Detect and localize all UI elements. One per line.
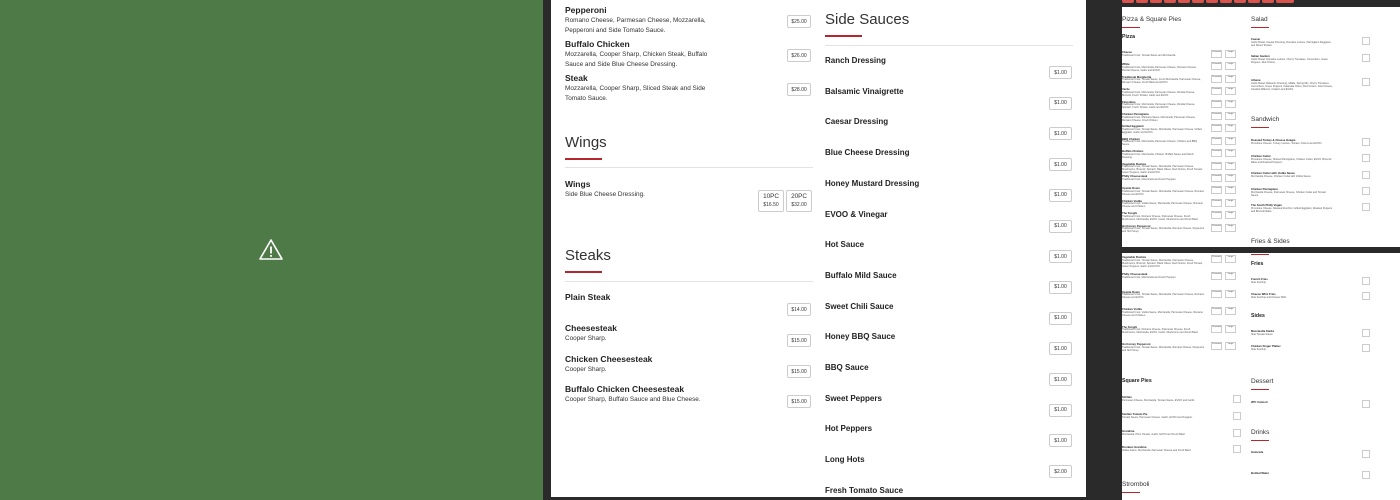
thumb-personal-button[interactable]: Personal xyxy=(1211,137,1222,145)
section-underline xyxy=(565,158,602,160)
thumb-item-name: BBQ Chicken xyxy=(1122,136,1140,141)
thumb-item-name: Chicken Cutlet xyxy=(1251,154,1271,158)
price-button[interactable]: $1.00 xyxy=(1049,250,1072,263)
thumb-item-name: Vegetable Rustica xyxy=(1122,255,1146,259)
thumb-item-desc: Traditional Crust, Romano Cheese, Parmesan Cheese, Fresh Mushrooms, Mozzarella, EVOO, Garlic, Mushrooms and Fresh Basil. xyxy=(1122,214,1199,221)
thumb-large-button[interactable]: Large xyxy=(1225,174,1236,182)
thumb-price-button[interactable] xyxy=(1362,400,1370,408)
thumb-item-name: Grilled Eggplant xyxy=(1122,124,1144,129)
price-button[interactable]: $15.00 xyxy=(787,365,811,378)
divider xyxy=(1086,0,1093,500)
sauce-name: Ranch Dressing xyxy=(825,56,886,65)
thumb-item-name: Chicken Parmigiana xyxy=(1122,112,1149,116)
thumb-item-desc: Traditional Crust, Marinara Sauce, Mozzarella, Parmesan Cheese, Romano Cheese, Fried Chicken. xyxy=(1122,115,1196,122)
category-tab[interactable] xyxy=(1234,0,1246,3)
thumb-item-name: Sicilian Tomato Pie xyxy=(1122,412,1148,416)
sauce-name: BBQ Sauce xyxy=(825,363,869,372)
category-tab[interactable] xyxy=(1262,0,1274,3)
thumb-personal-button[interactable]: Personal xyxy=(1211,199,1222,207)
price-button[interactable]: $1.00 xyxy=(1049,66,1072,79)
thumb-personal-button[interactable]: Personal xyxy=(1211,224,1222,232)
price-button[interactable]: $1.00 xyxy=(1049,373,1072,386)
thumb-item-name: Vegetable Rustica xyxy=(1122,161,1146,166)
thumb-price-button[interactable] xyxy=(1233,429,1241,437)
thumb-heading-underline xyxy=(1122,492,1140,493)
thumb-price-button[interactable] xyxy=(1362,450,1370,458)
warning-icon xyxy=(259,238,283,262)
price-button[interactable]: $1.00 xyxy=(1049,127,1072,140)
section-title: Side Sauces xyxy=(825,11,910,28)
thumb-item-desc: Provolone Cheese, Turkey, Lettuce, Tomato, Onions and EVOO. xyxy=(1251,141,1323,145)
thumb-item-name: Chicken Finger Platter xyxy=(1251,344,1281,348)
thumb-price-button[interactable] xyxy=(1362,203,1370,211)
thumb-large-button[interactable]: Large xyxy=(1225,342,1236,350)
price-button[interactable]: $28.00 xyxy=(787,83,811,96)
thumb-subheading: Pizza xyxy=(1122,34,1135,40)
thumb-large-button[interactable]: Large xyxy=(1225,149,1236,157)
thumb-item-desc: Traditional Crust, Tomato Sauce, Mozzarella, Parmesan Cheese, Grilled Eggplant, Garlic and EVOO. xyxy=(1122,127,1202,134)
thumb-section-heading: Drinks xyxy=(1251,429,1270,436)
thumb-section-heading: Sandwich xyxy=(1251,116,1280,123)
thumb-item-desc: Traditional Crust, Tomato Sauce, Fresh Mozzarella, Parmesan Cheese, Romano Cheese, Fresh Basil and EVOO. xyxy=(1122,78,1201,85)
thumb-heading-underline xyxy=(1251,440,1269,441)
thumb-item-desc: Garlic Bread, Caesar Dressing, Romaine Lettuce, Parmigiano Reggiano and Sliced Tomato. xyxy=(1251,40,1331,47)
section-title: Steaks xyxy=(565,247,611,264)
thumb-item-desc: Garlic Bread, Romaine Lettuce, Cherry Tomatoes, Cucumbers, Green Peppers, Red Onions. xyxy=(1251,57,1329,64)
thumb-item-name: Chicken Parmigiana xyxy=(1251,187,1278,191)
thumb-personal-button[interactable]: Personal xyxy=(1211,186,1222,194)
category-tab[interactable] xyxy=(1248,0,1260,3)
menu-item-name: Wings xyxy=(565,179,591,189)
thumb-price-button[interactable] xyxy=(1362,78,1370,86)
thumb-item-name: Grandma xyxy=(1122,429,1135,433)
tab-strip xyxy=(1122,0,1372,4)
thumb-item-name: Philly Cheesesteak xyxy=(1122,174,1148,178)
menu-item-name: Buffalo Chicken xyxy=(565,39,630,49)
thumb-item-name: Upside Down xyxy=(1122,289,1140,294)
thumb-item-name: French Fries xyxy=(1251,277,1268,281)
sauce-name: Sweet Chili Sauce xyxy=(825,301,894,311)
thumb-item-desc: Traditional Crust, Tomato Sauce and Mozzarella. xyxy=(1122,53,1176,57)
menu-item-name: Steak xyxy=(565,73,588,83)
sauce-name: Hot Sauce xyxy=(825,240,865,250)
section-underline xyxy=(565,271,602,273)
thumbnail-page-2 xyxy=(1122,253,1400,500)
thumb-item-name: Italian Garden xyxy=(1251,54,1270,58)
thumb-item-desc: Traditional Crust, Mozzarella, Parmesan Cheese, Ricotta Cheese, Spinach, Fresh Tomato, Garlic and EVOO. xyxy=(1122,103,1195,110)
thumb-heading-underline xyxy=(1251,127,1269,128)
thumb-item-name: Verde xyxy=(1122,87,1130,92)
category-tab[interactable] xyxy=(1122,0,1134,3)
price-button[interactable]: $1.00 xyxy=(1049,189,1072,202)
menu-item-name: Plain Steak xyxy=(565,292,611,302)
thumb-item-desc: Garlic Bread, Balsamic Dressing, Alfalfa, Spring Mix, Cherry Tomatoes, Cucumbers, Green Peppers, Kalamata Olives, Red Onions, Feta Cheese, Candied Walnuts, Craisins and EVOO. xyxy=(1251,81,1333,91)
thumb-item-name: The South Philly Vegan xyxy=(1251,203,1282,207)
thumb-item-name: Cheese xyxy=(1122,50,1132,54)
option-price: $32.00 xyxy=(791,202,807,208)
price-button[interactable]: $1.00 xyxy=(1049,97,1072,110)
thumb-item-desc: Mozzarella Cheese, Chicken Cutlet with Vodka Sauce. xyxy=(1251,174,1312,178)
thumb-item-desc: Traditional Crust, Mozzarella, Chicken, Buffalo Sauce and Ranch Dressing. xyxy=(1122,152,1194,159)
thumb-large-button[interactable]: Large xyxy=(1225,186,1236,194)
menu-item-name: Cheesesteak xyxy=(565,323,617,333)
thumb-heading-underline xyxy=(1251,254,1269,255)
category-tab[interactable] xyxy=(1164,0,1176,3)
thumb-item-name: Athena xyxy=(1251,78,1261,82)
menu-item-desc: Mozzarella, Cooper Sharp, Chicken Steak, Buffalo Sauce and Side Blue Cheese Dressing. xyxy=(565,51,708,68)
category-tab[interactable] xyxy=(1276,0,1294,3)
thumb-personal-button[interactable]: Personal xyxy=(1211,62,1222,70)
thumb-item-name: 2PC Cannoli xyxy=(1251,400,1268,404)
section-title: Wings xyxy=(565,134,607,151)
thumb-price-button[interactable] xyxy=(1362,277,1370,285)
thumb-price-button[interactable] xyxy=(1362,329,1370,337)
thumb-item-name: Roasted Turkey & Cheese Hoagie xyxy=(1251,138,1296,142)
thumb-item-desc: Traditional Crust, Mozzarella, Parmesan Cheese, Ricotta Cheese, Broccoli, Fresh Tomato, Garlic and EVOO. xyxy=(1122,90,1195,97)
thumb-personal-button[interactable]: Personal xyxy=(1211,211,1222,219)
thumb-item-name: White xyxy=(1122,62,1130,67)
thumb-item-desc: Traditional Crust, Tomato Sauce, Mozzarella, Parmesan Cheese, Romano Cheese and EVOO. xyxy=(1122,189,1204,196)
thumb-section-heading: Salad xyxy=(1251,16,1268,23)
sauce-name: Caesar Dressing xyxy=(825,117,889,127)
thumb-item-desc: Traditional Crust, Tomato Sauce, Mozzarella, Romano Cheese, Pepperoni and Hot Honey. xyxy=(1122,345,1204,352)
thumb-personal-button[interactable]: Personal xyxy=(1211,149,1222,157)
price-button[interactable]: $2.00 xyxy=(1049,465,1072,478)
thumb-large-button[interactable]: Large xyxy=(1225,50,1236,58)
price-button[interactable]: $1.00 xyxy=(1049,342,1072,355)
thumb-item-desc: Side Ketchup. xyxy=(1251,347,1267,351)
price-button[interactable]: $26.00 xyxy=(787,49,811,62)
menu-item-desc: Cooper Sharp, Buffalo Sauce and Blue Cheese. xyxy=(565,396,701,403)
price-option-10pc[interactable] xyxy=(758,190,784,212)
thumb-personal-button[interactable]: Personal xyxy=(1211,162,1222,170)
option-price: $16.50 xyxy=(763,202,779,208)
thumb-item-name: The Funghi xyxy=(1122,211,1138,216)
thumb-section-heading: Pizza & Square Pies xyxy=(1122,16,1182,23)
thumb-item-name: Chicken Cutlet with Vodka Sauce xyxy=(1251,171,1295,175)
thumb-personal-button[interactable]: Personal xyxy=(1211,87,1222,95)
thumb-price-button[interactable] xyxy=(1233,395,1241,403)
thumb-large-button[interactable]: Large xyxy=(1225,224,1236,232)
thumb-item-name: Sicilian xyxy=(1122,395,1132,399)
thumb-price-button[interactable] xyxy=(1362,344,1370,352)
thumbnail-page-1 xyxy=(1122,7,1400,247)
price-button[interactable]: $1.00 xyxy=(1049,220,1072,233)
thumb-item-desc: Traditional Crust, Vodka Sauce, Mozzarella, Parmesan Cheese, Romano Cheese and Chicken. xyxy=(1122,202,1203,209)
thumb-item-desc: Traditional Crust, Mozzarella, Parmesan Cheese, Chicken and BBQ Sauce. xyxy=(1122,140,1198,147)
thumb-large-button[interactable]: Large xyxy=(1225,62,1236,70)
thumb-large-button[interactable]: Large xyxy=(1225,87,1236,95)
thumb-heading-underline xyxy=(1251,389,1269,390)
thumb-item-desc: Tomato Sauce, Parmesan Cheese, Garlic, EVOO and Oregano. xyxy=(1122,415,1193,419)
thumb-personal-button[interactable]: Personal xyxy=(1211,272,1222,280)
thumb-large-button[interactable]: Large xyxy=(1225,75,1236,83)
menu-thumbnail xyxy=(1093,0,1400,500)
thumb-large-button[interactable]: Large xyxy=(1225,307,1236,315)
thumb-large-button[interactable]: Large xyxy=(1225,112,1236,120)
sauce-name: Honey BBQ Sauce xyxy=(825,332,896,342)
sauce-name: EVOO & Vinegar xyxy=(825,209,888,219)
thumb-section-heading: Fries & Sides xyxy=(1251,238,1290,245)
category-tab[interactable] xyxy=(1192,0,1204,3)
price-button[interactable]: $1.00 xyxy=(1049,434,1072,447)
thumb-price-button[interactable] xyxy=(1362,138,1370,146)
category-tab[interactable] xyxy=(1220,0,1232,3)
thumb-item-desc: Traditional Crust, Mozzarella and Fresh Peppers. xyxy=(1122,275,1177,279)
menu-item-name: Pepperoni xyxy=(565,5,607,15)
thumb-item-desc: Traditional Crust, Tomato Sauce, Mozzarella, Parmesan Cheese, Mushrooms, Broccoli, Spinach, Black Olives, Red Onions, Fresh Tomato, Green Peppers, Garlic and EVOO. xyxy=(1122,258,1203,268)
thumb-item-desc: Provolone Cheese, Roasted Zucchini, Grilled Eggplant, Roasted Peppers and Broccoli Rabe. xyxy=(1251,206,1333,213)
thumb-item-desc: Traditional Crust, Vodka Sauce, Mozzarella, Parmesan Cheese, Romano Cheese and Chicken. xyxy=(1122,310,1203,317)
thumb-price-button[interactable] xyxy=(1233,412,1241,420)
price-button[interactable]: $1.00 xyxy=(1049,158,1072,171)
thumb-item-name: Florentine xyxy=(1122,99,1136,104)
thumb-personal-button[interactable]: Personal xyxy=(1211,325,1222,333)
thumb-price-button[interactable] xyxy=(1362,154,1370,162)
thumb-item-desc: Side Tomato Sauce. xyxy=(1251,332,1274,336)
sauce-name: Honey Mustard Dressing xyxy=(825,178,920,188)
thumb-item-desc: Traditional Crust, Tomato Sauce, Mozzarella, Parmesan Cheese, Mushrooms, Broccoli, Spinach, Black Olives, Red Onions, Fresh Tomato, Green Peppers, Garlic and EVOO. xyxy=(1122,165,1203,175)
thumb-item-name: Caesar xyxy=(1251,37,1261,41)
category-tab[interactable] xyxy=(1178,0,1190,3)
thumb-item-name: Hot Honey Pepperoni xyxy=(1122,342,1151,346)
price-button[interactable]: $1.00 xyxy=(1049,312,1072,325)
thumb-large-button[interactable]: Large xyxy=(1225,290,1236,298)
thumb-item-desc: Mozzarella, Plum Tomato, Garlic, EVOO and Fresh Basil. xyxy=(1122,432,1186,436)
section-divider xyxy=(565,281,813,282)
thumb-personal-button[interactable]: Personal xyxy=(1211,290,1222,298)
thumb-item-desc: Provolone Cheese, Shaved Parmigiano, Chicken Cutlet, EVOO, Broccoli Rabe and Roasted Peppers. xyxy=(1251,157,1332,164)
section-divider xyxy=(825,45,1073,46)
sauce-name: Balsamic Vinaigrette xyxy=(825,86,904,96)
thumb-item-desc: Side Ketchup and Cheese Whiz. xyxy=(1251,295,1287,299)
thumb-item-name: The Funghi xyxy=(1122,324,1138,329)
thumb-item-name: Traditional Margherita xyxy=(1122,74,1152,79)
thumb-large-button[interactable]: Large xyxy=(1225,272,1236,280)
thumb-item-desc: Mozzarella Cheese, Parmesan Cheese, Chicken Cutlet and Tomato Sauce. xyxy=(1251,190,1326,197)
menu-page xyxy=(551,0,1086,497)
price-button[interactable]: $14.00 xyxy=(787,303,811,316)
category-tab[interactable] xyxy=(1150,0,1162,3)
thumb-price-button[interactable] xyxy=(1362,171,1370,179)
thumb-heading-underline xyxy=(1251,27,1269,28)
thumb-item-name: Drunken Grandma xyxy=(1122,445,1147,449)
thumb-price-button[interactable] xyxy=(1233,445,1241,453)
thumb-item-desc: Traditional Crust, Tomato Sauce, Mozzarella, Parmesan Cheese, Romano Cheese and EVOO. xyxy=(1122,293,1204,300)
option-label: 10PC xyxy=(763,193,779,200)
thumb-item-desc: Parmesan Cheese, Mozzarella, Tomato Sauce, EVOO and Garlic. xyxy=(1122,398,1195,402)
sauce-name: Long Hots xyxy=(825,455,865,465)
thumb-item-desc: Traditional Crust, Mozzarella, Parmesan Cheese, Romano Cheese, Ricotta Cheese, Garlic and EVOO. xyxy=(1122,65,1197,72)
thumb-personal-button[interactable]: Personal xyxy=(1211,75,1222,83)
menu-item-desc: Cooper Sharp. xyxy=(565,366,607,373)
thumb-price-button[interactable] xyxy=(1362,37,1370,45)
thumb-large-button[interactable]: Large xyxy=(1225,100,1236,108)
thumb-personal-button[interactable]: Personal xyxy=(1211,174,1222,182)
menu-item-desc: Side Blue Cheese Dressing. xyxy=(565,191,645,198)
thumb-item-name: Bottled Water xyxy=(1251,471,1270,475)
thumb-personal-button[interactable]: Personal xyxy=(1211,342,1222,350)
thumb-subheading: Fries xyxy=(1251,261,1264,267)
menu-item-name: Chicken Cheesesteak xyxy=(565,354,653,364)
thumb-item-name: Buffalo Chicken xyxy=(1122,149,1144,154)
thumb-large-button[interactable]: Large xyxy=(1225,211,1236,219)
menu-item-name: Buffalo Chicken Cheesesteak xyxy=(565,384,685,394)
thumb-price-button[interactable] xyxy=(1362,187,1370,195)
menu-item-desc: Mozzarella, Cooper Sharp, Sliced Steak and Side Tomato Sauce. xyxy=(565,85,706,102)
image-placeholder-panel xyxy=(0,0,543,500)
thumb-item-desc: Traditional Crust, Romano Cheese, Parmesan Cheese, Fresh Mushrooms, Mozzarella, EVOO, Garlic, Mushrooms and Fresh Basil. xyxy=(1122,328,1199,335)
thumb-price-button[interactable] xyxy=(1362,54,1370,62)
category-tab[interactable] xyxy=(1136,0,1148,3)
thumb-item-name: Upside Down xyxy=(1122,186,1140,191)
thumb-item-name: Chicken Vodka xyxy=(1122,198,1142,203)
price-button[interactable]: $15.00 xyxy=(787,395,811,408)
thumb-large-button[interactable]: Large xyxy=(1225,124,1236,132)
thumb-large-button[interactable]: Large xyxy=(1225,137,1236,145)
thumb-item-name: Gatorade xyxy=(1251,450,1264,454)
sauce-name: Fresh Tomato Sauce xyxy=(825,485,904,495)
menu-item-desc: Cooper Sharp. xyxy=(565,335,607,342)
thumb-large-button[interactable]: Large xyxy=(1225,325,1236,333)
thumb-heading-underline xyxy=(1122,27,1140,28)
thumb-large-button[interactable]: Large xyxy=(1225,255,1236,263)
price-button[interactable]: $15.00 xyxy=(787,334,811,347)
thumb-item-name: Mozzarella Sticks xyxy=(1251,329,1275,333)
thumb-personal-button[interactable]: Personal xyxy=(1211,50,1222,58)
category-tab[interactable] xyxy=(1206,0,1218,3)
divider xyxy=(543,0,551,500)
thumb-large-button[interactable]: Large xyxy=(1225,162,1236,170)
option-label: 20PC xyxy=(791,193,807,200)
thumb-item-desc: Vodka Sauce, Mozzarella, Parmesan Cheese and Fresh Basil. xyxy=(1122,448,1192,452)
thumb-item-desc: Traditional Crust, Mozzarella and Fresh Peppers. xyxy=(1122,177,1177,181)
thumb-personal-button[interactable]: Personal xyxy=(1211,124,1222,132)
thumb-item-desc: Traditional Crust, Tomato Sauce, Mozzarella, Romano Cheese, Pepperoni and Hot Honey. xyxy=(1122,227,1204,234)
thumb-item-desc: Side Ketchup. xyxy=(1251,280,1267,284)
thumb-price-button[interactable] xyxy=(1362,471,1370,479)
thumb-personal-button[interactable]: Personal xyxy=(1211,112,1222,120)
thumb-price-button[interactable] xyxy=(1362,292,1370,300)
section-underline xyxy=(825,35,862,37)
menu-item-desc: Romano Cheese, Parmesan Cheese, Mozzarella, Pepperoni and Side Tomato Sauce. xyxy=(565,17,706,34)
sauce-name: Buffalo Mild Sauce xyxy=(825,270,897,280)
price-option-20pc[interactable] xyxy=(786,190,812,212)
thumb-personal-button[interactable]: Personal xyxy=(1211,100,1222,108)
thumb-personal-button[interactable]: Personal xyxy=(1211,255,1222,263)
sauce-name: Hot Peppers xyxy=(825,424,873,434)
thumb-subheading: Sides xyxy=(1251,313,1265,319)
thumb-personal-button[interactable]: Personal xyxy=(1211,307,1222,315)
sauce-name: Blue Cheese Dressing xyxy=(825,148,910,158)
price-button[interactable]: $1.00 xyxy=(1049,281,1072,294)
thumb-item-name: Philly Cheesesteak xyxy=(1122,272,1148,277)
thumb-item-name: Cheese Whiz Fries xyxy=(1251,292,1276,296)
thumb-item-name: Hot Honey Pepperoni xyxy=(1122,223,1151,228)
price-button[interactable]: $25.00 xyxy=(787,15,811,28)
sauce-name: Sweet Peppers xyxy=(825,393,882,403)
price-button[interactable]: $1.00 xyxy=(1049,404,1072,417)
thumb-subheading: Square Pies xyxy=(1122,378,1152,384)
thumb-large-button[interactable]: Large xyxy=(1225,199,1236,207)
section-divider xyxy=(565,167,813,168)
thumb-section-heading: Stromboli xyxy=(1122,481,1150,488)
thumb-section-heading: Dessert xyxy=(1251,378,1274,385)
thumb-item-name: Chicken Vodka xyxy=(1122,307,1142,312)
